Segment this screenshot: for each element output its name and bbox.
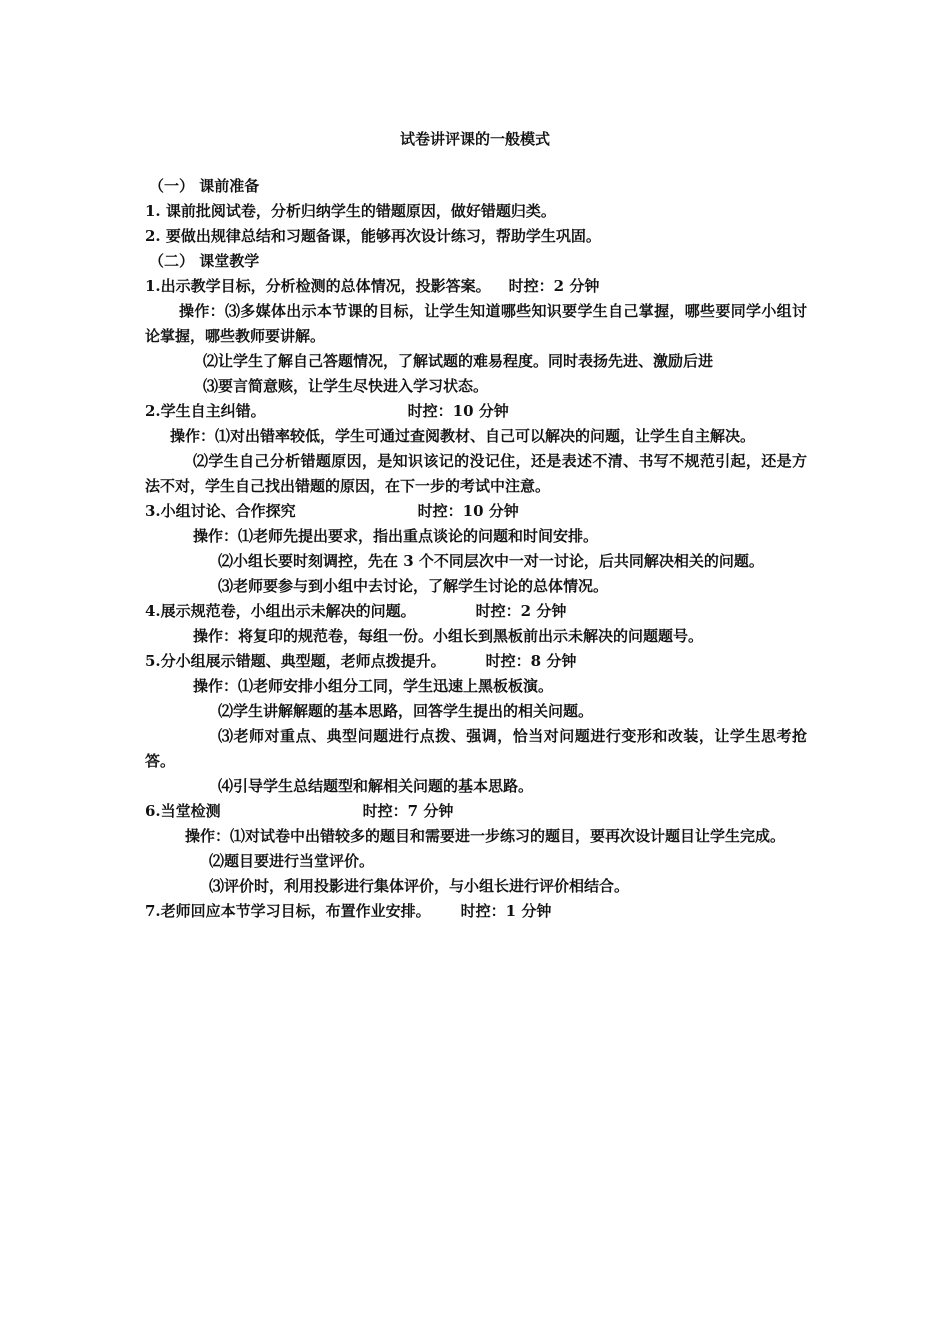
step-title: 3.小组讨论、合作探究 [145, 502, 296, 520]
step-5-sub-2: ⑵学生讲解解题的基本思路，回答学生提出的相关问题。 [218, 702, 594, 720]
step-5-title-line [145, 649, 807, 674]
step-1-title-line [145, 274, 807, 299]
step-6-sub-3: ⑶评价时，利用投影进行集体评价，与小组长进行评价相结合。 [209, 877, 630, 895]
step-6-sub-2: ⑵题目要进行当堂评价。 [209, 852, 375, 870]
step-2-sub-2: ⑵学生自己分析错题原因，是知识该记的没记住，还是表述不清、书写不规范引起，还是方法不对，学生自己找出错题的原因，在下一步的考试中注意。 [145, 452, 807, 495]
step-6-operation: 操作：⑴对试卷中出错较多的题目和需要进一步练习的题目，要再次设计题目让学生完成。 [185, 827, 786, 845]
step-4-title-line [145, 599, 807, 624]
section-heading-preparation: （一） 课前准备 [149, 177, 260, 195]
step-5-sub-3: ⑶老师对重点、典型问题进行点拨、强调，恰当对问题进行变形和改装，让学生思考抢答。 [145, 727, 807, 770]
step-3-title-line [145, 499, 807, 524]
step-4-operation: 操作：将复印的规范卷，每组一份。小组长到黑板前出示未解决的问题题号。 [193, 627, 704, 645]
step-3-sub-2: ⑵小组长要时刻调控，先在 3 个不同层次中一对一讨论，后共同解决相关的问题。 [218, 552, 764, 570]
step-2-title-line [145, 399, 807, 424]
section-heading-classroom: （二） 课堂教学 [149, 252, 260, 270]
step-3-sub-3: ⑶老师要参与到小组中去讨论，了解学生讨论的总体情况。 [218, 577, 609, 595]
step-5-sub-4: ⑷引导学生总结题型和解相关问题的基本思路。 [218, 777, 534, 795]
step-6-title-line [145, 799, 807, 824]
step-1-operation: 操作：⑶多媒体出示本节课的目标，让学生知道哪些知识要学生自己掌握，哪些要同学小组讨论掌握，哪些教师要讲解。 [145, 302, 807, 345]
page-title: 试卷讲评课的一般模式 [399, 130, 550, 148]
step-2-operation: 操作：⑴对出错率较低，学生可通过查阅教材、自己可以解决的问题，让学生自主解决。 [170, 427, 756, 445]
step-time: 时控：2 分钟 [475, 602, 567, 620]
step-time: 时控：1 分钟 [460, 902, 552, 920]
step-time: 时控：8 分钟 [485, 652, 577, 670]
prep-item-1: 1. 课前批阅试卷，分析归纳学生的错题原因，做好错题归类。 [145, 202, 556, 220]
step-5-operation: 操作：⑴老师安排小组分工同，学生迅速上黑板板演。 [193, 677, 554, 695]
step-title: 7.老师回应本节学习目标，布置作业安排。 [145, 902, 431, 920]
step-time: 时控：7 分钟 [362, 802, 454, 820]
prep-item-2: 2. 要做出规律总结和习题备课，能够再次设计练习，帮助学生巩固。 [145, 227, 601, 245]
step-time: 时控：2 分钟 [508, 277, 600, 295]
step-title: 6.当堂检测 [145, 802, 221, 820]
step-title: 2.学生自主纠错。 [145, 402, 266, 420]
step-title: 4.展示规范卷，小组出示未解决的问题。 [145, 602, 416, 620]
step-1-sub-2: ⑵让学生了解自己答题情况，了解试题的难易程度。同时表扬先进、激励后进 [203, 352, 714, 370]
document-body [145, 174, 807, 924]
step-title: 1.出示教学目标，分析检测的总体情况，投影答案。 [145, 277, 491, 295]
step-time: 时控：10 分钟 [407, 402, 509, 420]
step-1-sub-3: ⑶要言简意赅，让学生尽快进入学习状态。 [203, 377, 489, 395]
step-3-operation: 操作：⑴老师先提出要求，指出重点谈论的问题和时间安排。 [193, 527, 599, 545]
step-title: 5.分小组展示错题、典型题，老师点拨提升。 [145, 652, 446, 670]
step-7-title-line [145, 899, 807, 924]
step-time: 时控：10 分钟 [417, 502, 519, 520]
